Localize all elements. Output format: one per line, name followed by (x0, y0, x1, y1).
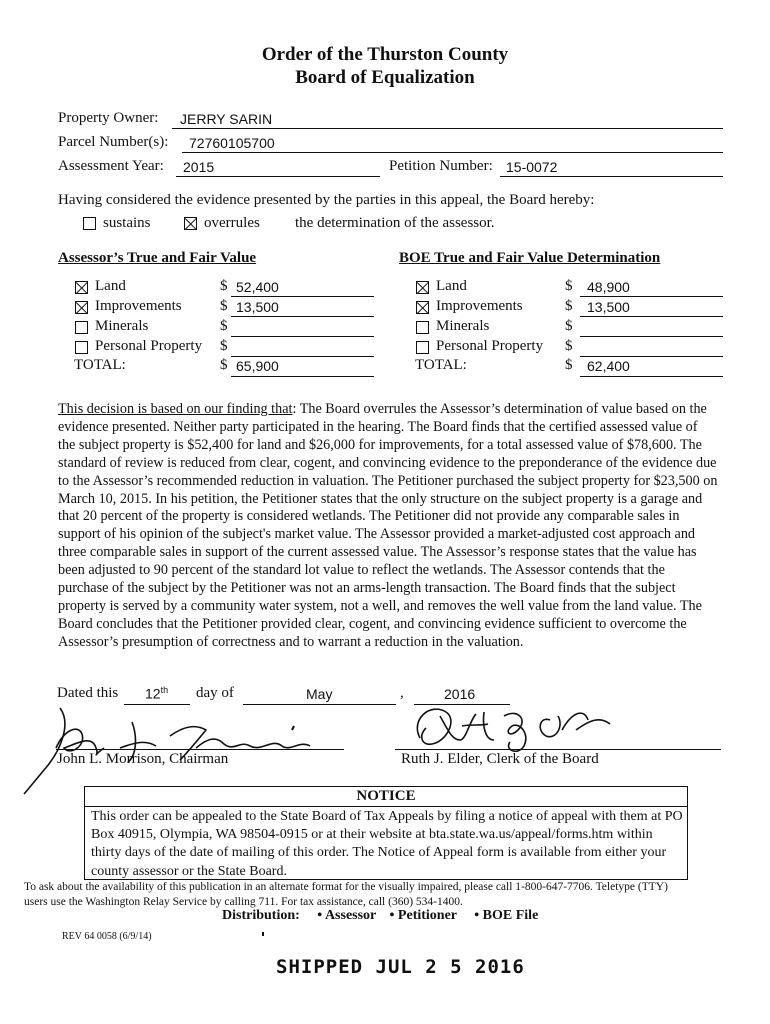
chairman-sign-line (56, 749, 344, 750)
assessor-row-amount: 52,400 (236, 279, 279, 295)
parcel-label: Parcel Number(s): (58, 134, 169, 150)
distribution-item-boe-file: • BOE File (474, 908, 539, 923)
notice-body: This order can be appealed to the State Board of Tax Appeals by filing a notice of appeal with them at PO Box 40915, Olympia, WA 98504-0915 or at their website at bta.state.wa.us/appeal/forms.htm within thirty days of the date of mailing of this order. The Notice of Appeal form is available from either your county assessor or the State Board. (91, 809, 683, 879)
assessor-row-label: Land (95, 278, 126, 294)
petition-underline (500, 176, 723, 177)
owner-label: Property Owner: (58, 110, 159, 126)
owner-value: JERRY SARIN (180, 111, 273, 127)
form-title-line1: Order of the Thurston County (261, 44, 509, 65)
dated-prefix: Dated this (57, 685, 119, 701)
assessor-row-currency: $ (220, 338, 228, 354)
distribution-label: Distribution: (222, 908, 300, 923)
assessor-total-underline (231, 376, 374, 377)
boe-total-value: 62,400 (587, 358, 630, 374)
chairman-name: John L. Morrison, Chairman (57, 751, 229, 767)
boe-row-currency: $ (565, 338, 573, 354)
assessor-total-label: TOTAL: (74, 357, 126, 373)
boe-total-currency: $ (565, 357, 573, 373)
chairman-signature (20, 690, 340, 800)
finding-body: : The Board overrules the Assessor’s determination of value based on the evidence presented. Neither party participated in the hearing. The Board finds that the certified assessed value of the subject property is $52,400 for land and $26,000 for improvements, for a total assessed value of $78,600. The standard of review is reduced from clear, cogent, and convincing evidence to the preponderance of the evidence due to the Assessor’s recommended reduction in valuation. The Petitioner purchased the subject property for $23,500 on March 10, 2015. In his petition, the Petitioner states that the only structure on the subject property is a garage and that 20 percent of the property is considered wetlands. The Petitioner did not provide any comparable sales in support of his opinion of the subject's market value. The Assessor provided a market-adjusted cost approach and three comparable sales in support of the current assessed value. The Assessor’s response states that the value has been adjusted to 90 percent of the standard lot value to reflect the wetlands. The Assessor contends that the purchase of the subject by the Petitioner was not an arms-length transaction. The Board finds that the subject property is served by a community water system, not a well, and removes the well value from the land value. The Board concludes that the Petitioner provided clear, cogent, and convincing evidence sufficient to overcome the Assessor’s presumption of correctness and to warrant a reduction in the valuation. (58, 401, 718, 650)
decision-tail: the determination of the assessor. (295, 215, 495, 231)
form-title-line2: Board of Equalization (295, 67, 475, 88)
assessor-checkbox-0 (75, 281, 88, 294)
assessor-row-label: Improvements (95, 298, 182, 314)
petition-value: 15-0072 (506, 159, 558, 175)
boe-row-underline (580, 316, 723, 317)
notice-title: NOTICE (85, 787, 687, 807)
parcel-underline (182, 152, 723, 153)
dated-month: May (306, 686, 333, 702)
stray-mark (262, 932, 264, 936)
assessor-row-underline (231, 296, 374, 297)
boe-row-amount: 48,900 (587, 279, 630, 295)
boe-row-label: Personal Property (436, 338, 544, 354)
dated-comma: , (400, 685, 404, 701)
assessor-total-value: 65,900 (236, 358, 279, 374)
boe-checkbox-3 (416, 341, 429, 354)
owner-underline (172, 128, 723, 129)
decision-intro: Having considered the evidence presented by the parties in this appeal, the Board hereby: (58, 192, 595, 208)
boe-row-label: Minerals (436, 318, 490, 334)
finding-paragraph (58, 401, 718, 652)
distribution-item-assessor: • Assessor (317, 908, 377, 923)
assessor-row-label: Personal Property (95, 338, 203, 354)
boe-row-underline (580, 356, 723, 357)
boe-total-label: TOTAL: (415, 357, 467, 373)
petition-label: Petition Number: (389, 158, 493, 174)
revision-code: REV 64 0058 (6/9/14) (62, 931, 152, 942)
parcel-value: 72760105700 (189, 135, 275, 151)
boe-checkbox-0 (416, 281, 429, 294)
boe-total-underline (580, 376, 723, 377)
boe-checkbox-2 (416, 321, 429, 334)
boe-row-underline (580, 336, 723, 337)
distribution-item-petitioner: • Petitioner (389, 908, 457, 923)
sustains-label: sustains (103, 215, 151, 231)
assessor-row-underline (231, 336, 374, 337)
assessor-row-currency: $ (220, 298, 228, 314)
clerk-name: Ruth J. Elder, Clerk of the Board (401, 751, 599, 767)
shipped-stamp: SHIPPED JUL 2 5 2016 (276, 956, 525, 978)
assessor-row-underline (231, 316, 374, 317)
assessor-checkbox-1 (75, 301, 88, 314)
year-underline (176, 176, 380, 177)
overrules-label: overrules (204, 215, 260, 231)
boe-row-underline (580, 296, 723, 297)
distribution-line (222, 908, 538, 924)
assessor-total-currency: $ (220, 357, 228, 373)
boe-heading: BOE True and Fair Value Determination (399, 250, 661, 266)
clerk-sign-line (395, 749, 721, 750)
assessor-row-currency: $ (220, 318, 228, 334)
boe-row-currency: $ (565, 278, 573, 294)
accessibility-note: To ask about the availability of this publication in an alternate format for the visually impaired, please call 1-800-647-7706. Teletype (TTY) users use the Washington Relay Service by calling 711. For tax assistance, call (360) 534-1400. (24, 881, 668, 908)
assessor-checkbox-3 (75, 341, 88, 354)
assessor-checkbox-2 (75, 321, 88, 334)
assessor-row-underline (231, 356, 374, 357)
boe-row-currency: $ (565, 318, 573, 334)
boe-row-amount: 13,500 (587, 299, 630, 315)
assessor-heading: Assessor’s True and Fair Value (58, 250, 257, 266)
year-value: 2015 (183, 159, 215, 175)
year-label: Assessment Year: (58, 158, 164, 174)
assessor-row-currency: $ (220, 278, 228, 294)
boe-row-label: Improvements (436, 298, 523, 314)
notice-box (84, 786, 688, 880)
overrules-checkbox (184, 217, 197, 230)
assessor-row-label: Minerals (95, 318, 149, 334)
boe-row-label: Land (436, 278, 467, 294)
boe-row-currency: $ (565, 298, 573, 314)
finding-lead: This decision is based on our finding that (58, 401, 293, 417)
dated-year: 2016 (444, 686, 476, 702)
dated-day: 12th (145, 685, 169, 702)
assessor-row-amount: 13,500 (236, 299, 279, 315)
sustains-checkbox (83, 217, 96, 230)
boe-checkbox-1 (416, 301, 429, 314)
dated-mid: day of (196, 685, 234, 701)
